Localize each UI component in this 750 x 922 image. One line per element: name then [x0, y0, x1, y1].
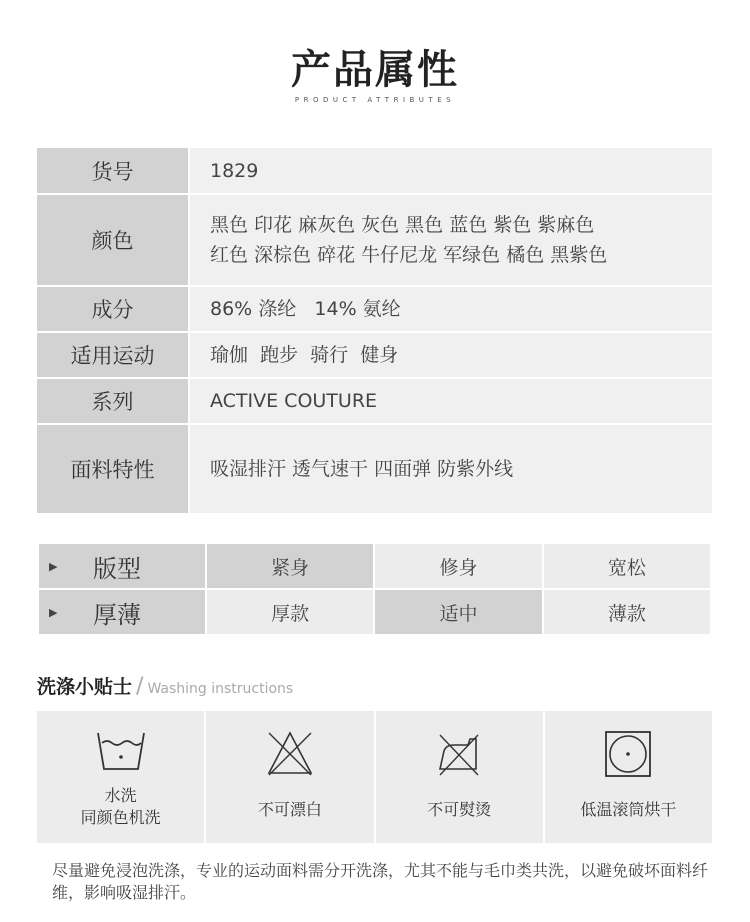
grid-row-fit: [38, 543, 711, 589]
care-caption: 水洗 同颜色机洗: [80, 786, 161, 827]
grid-option: 修身: [374, 543, 542, 589]
attr-row-composition: [37, 286, 712, 332]
triangle-right-icon: ▶: [49, 605, 58, 619]
divider-slash: /: [136, 674, 144, 699]
no-iron-icon: [432, 729, 486, 779]
attr-value: 吸湿排汗 透气速干 四面弹 防紫外线: [189, 424, 712, 514]
care-item-tumble-dry: [545, 711, 712, 843]
care-caption: 不可熨烫: [427, 800, 492, 819]
care-symbols: [37, 711, 712, 843]
attr-value: 1829: [189, 148, 712, 194]
grid-row-thickness: [38, 589, 711, 635]
washing-header: [37, 672, 293, 699]
page-header: [0, 46, 750, 104]
no-bleach-icon: [263, 729, 317, 779]
fit-thickness-grid: [37, 542, 712, 636]
attr-value: ACTIVE COUTURE: [189, 378, 712, 424]
care-caption: 低温滚筒烘干: [580, 800, 677, 819]
grid-row-label: ▶ 厚薄: [38, 589, 206, 635]
care-item-wash: [37, 711, 204, 843]
attr-label: 面料特性: [37, 424, 189, 514]
hand-wash-icon: [94, 729, 148, 775]
attr-label: 成分: [37, 286, 189, 332]
attr-row-series: [37, 378, 712, 424]
tumble-dry-low-icon: [601, 729, 655, 779]
page-title: 产品属性: [291, 47, 459, 93]
care-caption: 不可漂白: [257, 800, 322, 819]
attr-row-item-no: [37, 148, 712, 194]
grid-option: 厚款: [206, 589, 374, 635]
attr-row-color: [37, 194, 712, 286]
attr-row-fabric: [37, 424, 712, 514]
washing-subtitle: Washing instructions: [147, 681, 294, 697]
page-subtitle: PRODUCT ATTRIBUTES: [294, 96, 456, 104]
grid-option: 薄款: [543, 589, 711, 635]
triangle-right-icon: ▶: [49, 559, 58, 573]
attr-row-sports: [37, 332, 712, 378]
attr-label: 货号: [37, 148, 189, 194]
attr-label: 系列: [37, 378, 189, 424]
grid-option: 宽松: [543, 543, 711, 589]
attr-label: 适用运动: [37, 332, 189, 378]
washing-title: 洗涤小贴士: [37, 676, 133, 698]
care-item-no-bleach: [206, 711, 373, 843]
washing-note: 尽量避免浸泡洗涤，专业的运动面料需分开洗涤，尤其不能与毛巾类共洗，以避免破坏面料纤维，影响吸湿排汗。: [52, 861, 709, 902]
attr-value: 瑜伽 跑步 骑行 健身: [189, 332, 712, 378]
attributes-table: [37, 148, 712, 515]
attr-value: 黑色 印花 麻灰色 灰色 黑色 蓝色 紫色 紫麻色 红色 深棕色 碎花 牛仔尼龙 军绿色 橘色 黑紫色: [189, 194, 712, 286]
attr-label: 颜色: [37, 194, 189, 286]
grid-option: 紧身: [206, 543, 374, 589]
grid-option: 适中: [374, 589, 542, 635]
attr-value: 86% 涤纶 14% 氨纶: [189, 286, 712, 332]
care-item-no-iron: [376, 711, 543, 843]
grid-row-label: ▶ 版型: [38, 543, 206, 589]
